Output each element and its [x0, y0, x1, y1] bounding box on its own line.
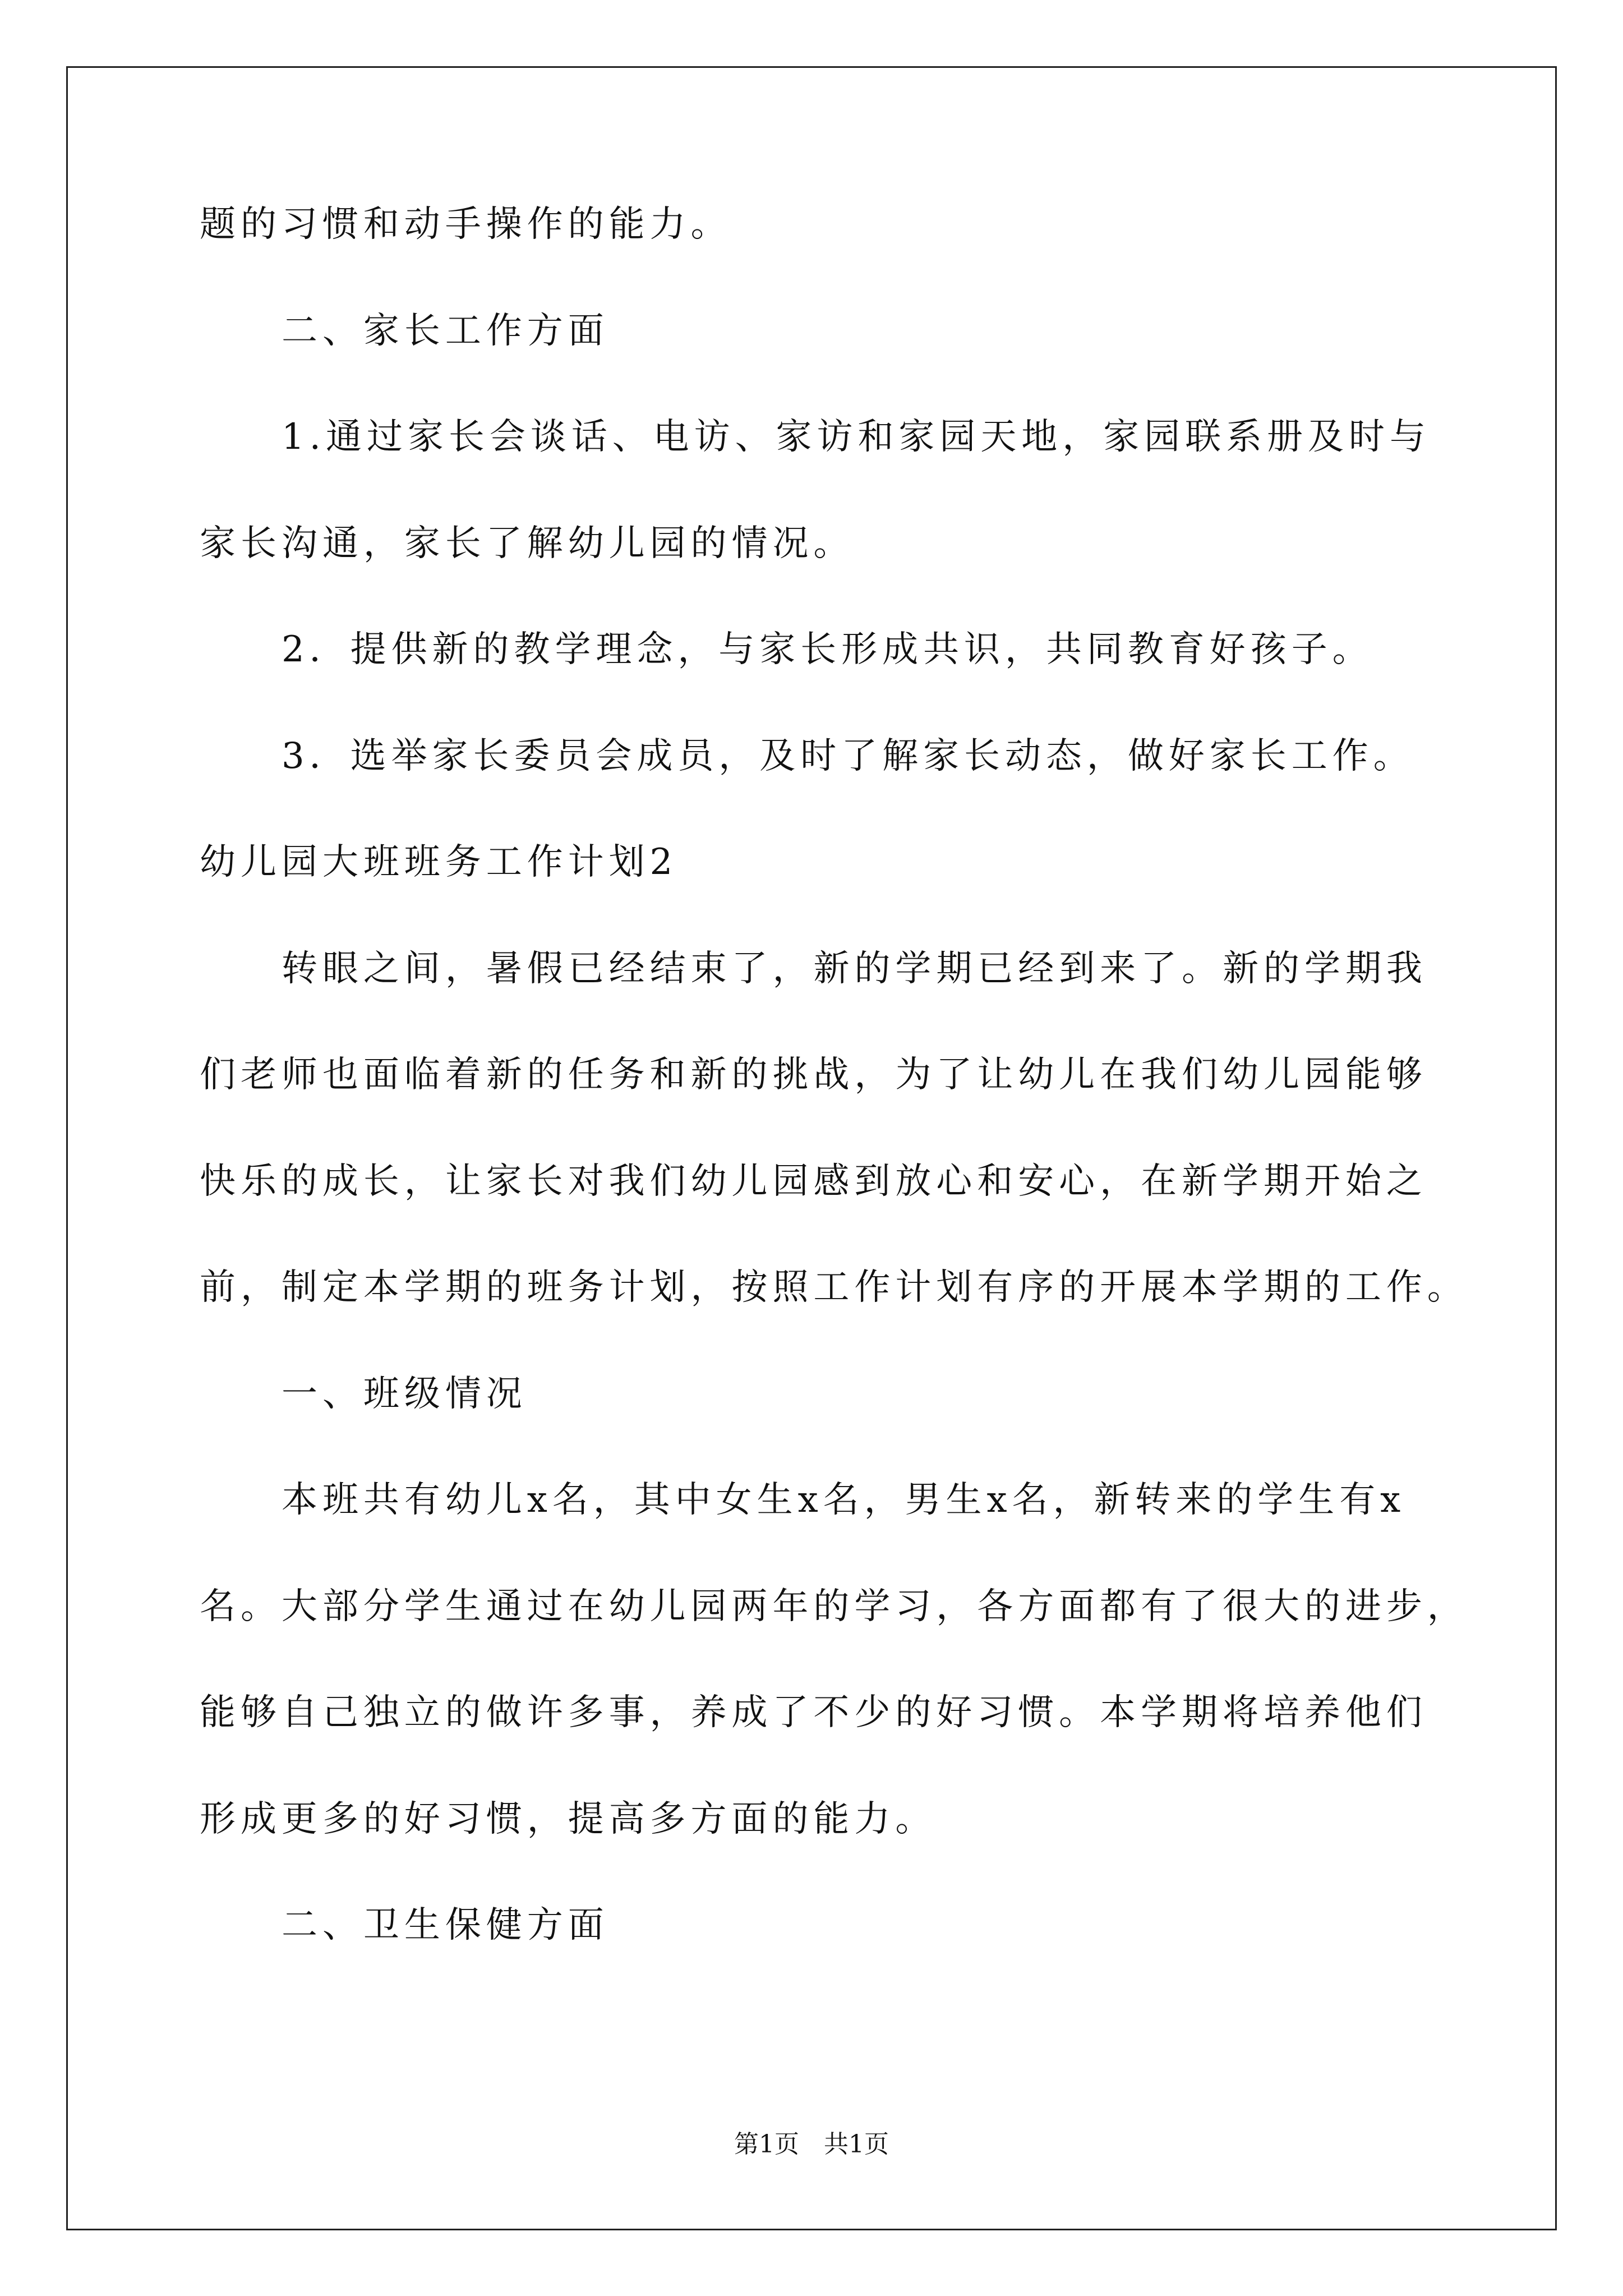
section-heading: 二、家长工作方面	[282, 310, 609, 352]
body-line: 2．提供新的教学理念，与家长形成共识，共同教育好孩子。	[282, 629, 1373, 670]
body-line: 形成更多的好习惯，提高多方面的能力。	[200, 1798, 937, 1840]
body-line: 能够自己独立的做许多事，养成了不少的好习惯。本学期将培养他们	[200, 1692, 1427, 1733]
body-line: 题的习惯和动手操作的能力。	[200, 204, 732, 245]
body-line: 快乐的成长，让家长对我们幼儿园感到放心和安心，在新学期开始之	[200, 1160, 1427, 1202]
body-line: 1.通过家长会谈话、电访、家访和家园天地，家园联系册及时与	[282, 416, 1431, 458]
body-line: 转眼之间，暑假已经结束了，新的学期已经到来了。新的学期我	[282, 947, 1427, 990]
body-line: 前，制定本学期的班务计划，按照工作计划有序的开展本学期的工作。	[200, 1267, 1468, 1308]
section-heading: 一、班级情况	[282, 1373, 527, 1415]
document-title: 幼儿园大班班务工作计划2	[200, 841, 678, 883]
body-line: 名。大部分学生通过在幼儿园两年的学习，各方面都有了很大的进步，	[200, 1585, 1468, 1627]
body-line: 家长沟通，家长了解幼儿园的情况。	[200, 522, 855, 564]
body-line: 3．选举家长委员会成员，及时了解家长动态，做好家长工作。	[282, 735, 1414, 777]
page-number-footer: 第1页 共1页	[734, 2130, 889, 2159]
body-line: 本班共有幼儿x名，其中女生x名，男生x名，新转来的学生有x	[282, 1479, 1406, 1521]
body-line: 们老师也面临着新的任务和新的挑战，为了让幼儿在我们幼儿园能够	[200, 1054, 1427, 1096]
section-heading: 二、卫生保健方面	[282, 1904, 609, 1946]
document-body	[200, 202, 1468, 2009]
